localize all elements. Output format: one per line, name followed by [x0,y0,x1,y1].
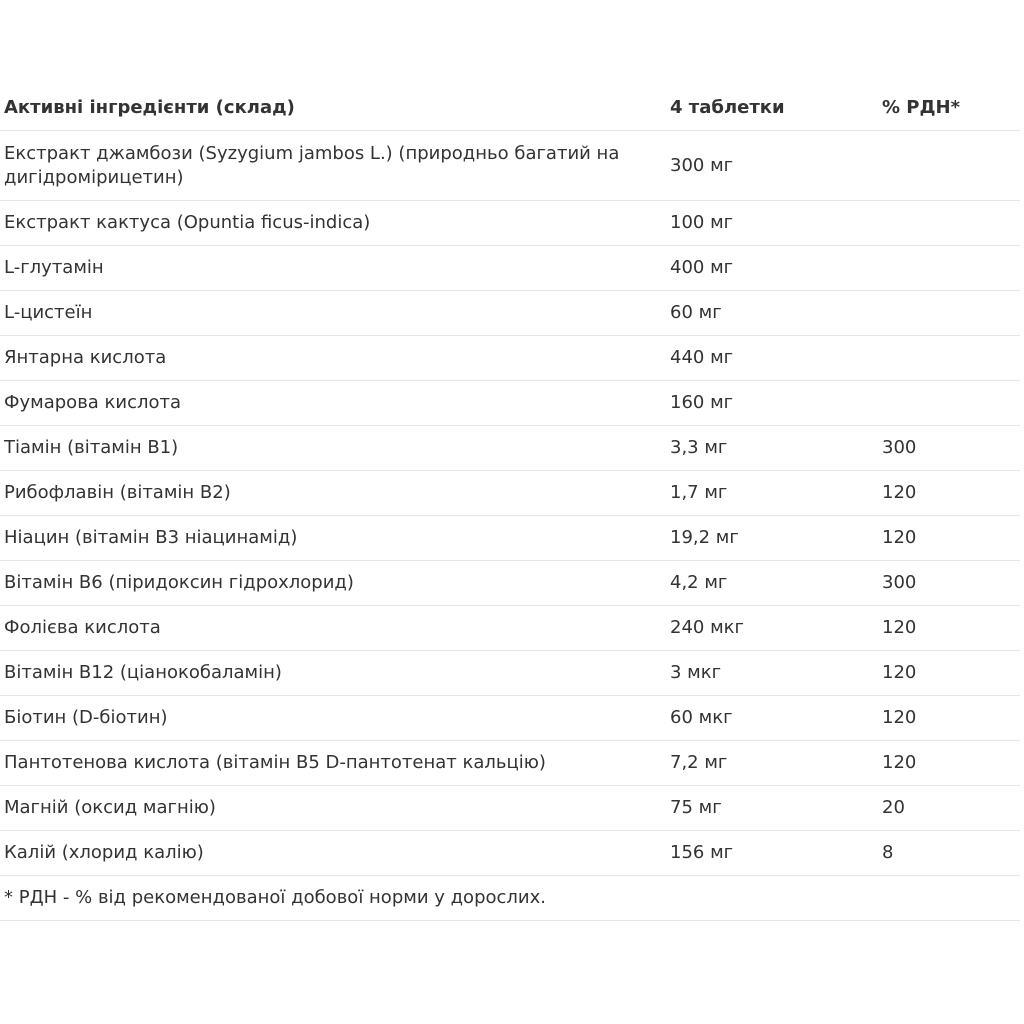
ingredient-daily-value [878,381,1020,426]
ingredient-daily-value [878,201,1020,246]
ingredient-daily-value [878,246,1020,291]
ingredient-name: Екстракт кактуса (Opuntia ficus-indica) [0,201,666,246]
ingredient-amount: 440 мг [666,336,878,381]
table-row [0,606,1020,651]
ingredient-name: Рибофлавін (вітамін В2) [0,471,666,516]
ingredient-amount: 60 мкг [666,696,878,741]
ingredient-name: Янтарна кислота [0,336,666,381]
table-row [0,131,1020,201]
table-row [0,831,1020,876]
ingredient-amount: 160 мг [666,381,878,426]
header-row [0,86,1020,131]
ingredient-daily-value: 120 [878,471,1020,516]
ingredient-name: Біотин (D-біотин) [0,696,666,741]
ingredient-amount: 1,7 мг [666,471,878,516]
table-row [0,651,1020,696]
ingredient-name: Фумарова кислота [0,381,666,426]
table-row [0,246,1020,291]
ingredient-daily-value: 120 [878,516,1020,561]
ingredient-daily-value: 120 [878,741,1020,786]
ingredients-table [0,86,1020,921]
table-header [0,86,1020,131]
header-daily-value: % РДН* [878,86,1020,131]
table-row [0,426,1020,471]
footnote: * РДН - % від рекомендованої добової норми у дорослих. [0,876,1020,921]
table-row [0,696,1020,741]
ingredient-name: Вітамін В6 (піридоксин гідрохлорид) [0,561,666,606]
ingredient-daily-value [878,291,1020,336]
ingredient-daily-value: 300 [878,561,1020,606]
ingredient-amount: 240 мкг [666,606,878,651]
ingredient-name: Вітамін В12 (ціанокобаламін) [0,651,666,696]
ingredient-amount: 75 мг [666,786,878,831]
table-row [0,516,1020,561]
ingredient-amount: 60 мг [666,291,878,336]
ingredient-daily-value: 8 [878,831,1020,876]
table-row [0,786,1020,831]
ingredient-name: Пантотенова кислота (вітамін В5 D-пантотенат кальцію) [0,741,666,786]
ingredient-amount: 400 мг [666,246,878,291]
ingredient-daily-value: 120 [878,606,1020,651]
ingredient-amount: 19,2 мг [666,516,878,561]
ingredient-name: Екстракт джамбози (Syzygium jambos L.) (природньо багатий на дигідромірицетин) [0,131,666,201]
ingredient-name: Ніацин (вітамін В3 ніацинамід) [0,516,666,561]
ingredient-name: Фолієва кислота [0,606,666,651]
ingredient-name: L-цистеїн [0,291,666,336]
header-amount: 4 таблетки [666,86,878,131]
ingredient-daily-value: 120 [878,651,1020,696]
ingredient-amount: 100 мг [666,201,878,246]
ingredient-daily-value: 20 [878,786,1020,831]
table-row [0,336,1020,381]
header-ingredient: Активні інгредієнти (склад) [0,86,666,131]
ingredient-daily-value: 120 [878,696,1020,741]
table-row [0,381,1020,426]
table-row [0,471,1020,516]
ingredient-amount: 3,3 мг [666,426,878,471]
ingredient-amount: 156 мг [666,831,878,876]
ingredient-amount: 7,2 мг [666,741,878,786]
table-row [0,561,1020,606]
ingredient-amount: 3 мкг [666,651,878,696]
ingredient-name: L-глутамін [0,246,666,291]
ingredient-daily-value [878,131,1020,201]
table-body [0,131,1020,921]
table-row [0,201,1020,246]
ingredient-name: Калій (хлорид калію) [0,831,666,876]
ingredient-amount: 4,2 мг [666,561,878,606]
ingredient-name: Тіамін (вітамін В1) [0,426,666,471]
ingredient-amount: 300 мг [666,131,878,201]
ingredient-name: Магній (оксид магнію) [0,786,666,831]
table-row [0,291,1020,336]
ingredient-daily-value: 300 [878,426,1020,471]
table-row [0,741,1020,786]
footnote-row [0,876,1020,921]
ingredient-daily-value [878,336,1020,381]
ingredients-table-container [0,86,1020,921]
